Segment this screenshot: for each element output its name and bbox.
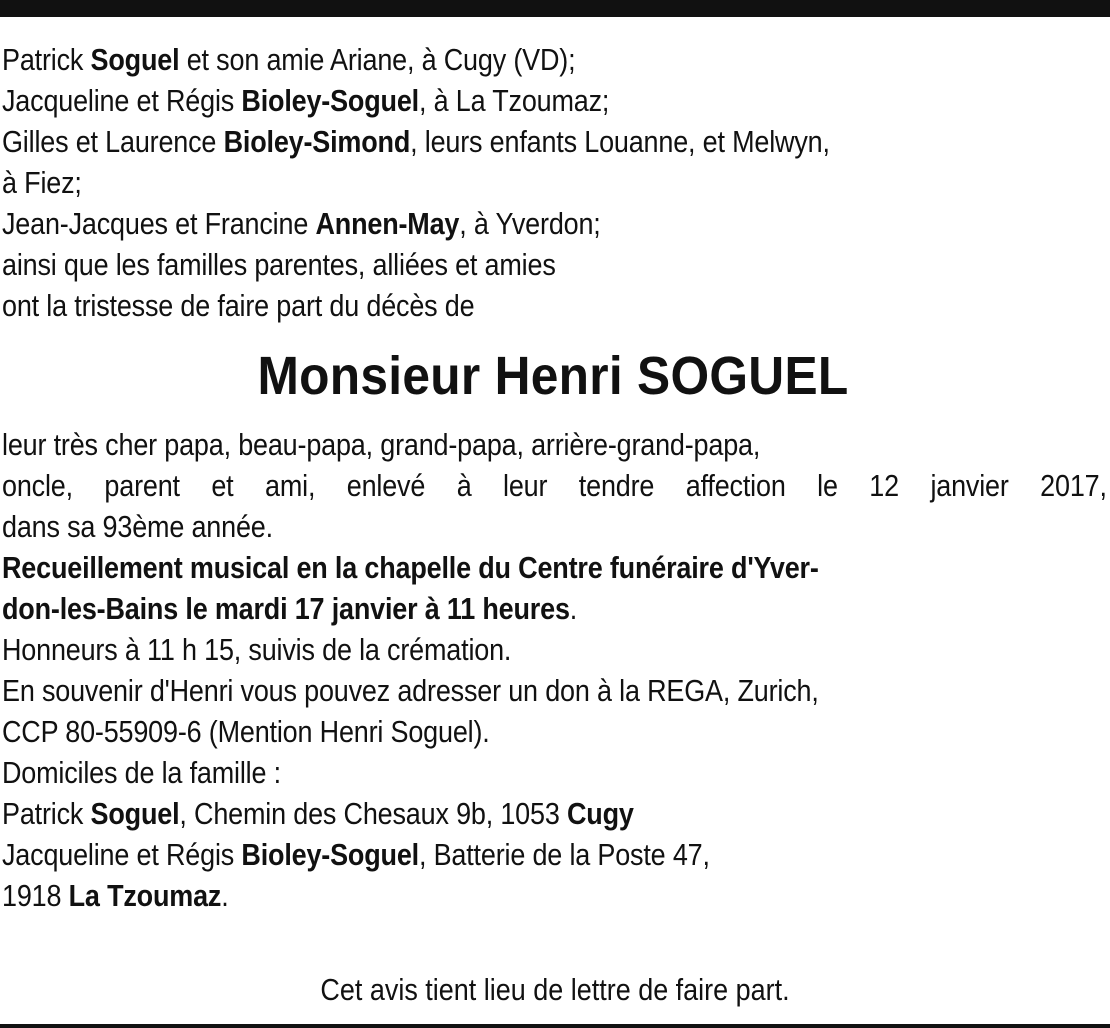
family-line: Jean-Jacques et Francine Annen-May, à Yverdon;: [2, 206, 601, 241]
justified-word: oncle,: [2, 468, 73, 503]
family-line: Patrick Soguel et son amie Ariane, à Cugy (VD);: [2, 42, 576, 77]
description-line: leur très cher papa, beau-papa, grand-papa, arrière-grand-papa,: [2, 427, 761, 462]
address-line: Patrick Soguel, Chemin des Chesaux 9b, 1053 Cugy: [2, 796, 634, 831]
justified-word: janvier: [930, 468, 1009, 503]
detail-line: Honneurs à 11 h 15, suivis de la crémation.: [2, 632, 512, 667]
detail-line: CCP 80-55909-6 (Mention Henri Soguel).: [2, 714, 490, 749]
justified-word: enlevé: [346, 468, 426, 503]
justified-word: tendre: [578, 468, 655, 503]
detail-line: En souvenir d'Henri vous pouvez adresser un don à la REGA, Zurich,: [2, 673, 819, 708]
ceremony-line: don-les-Bains le mardi 17 janvier à 11 heures.: [2, 591, 578, 626]
ceremony-line: Recueillement musical en la chapelle du Centre funéraire d'Yver-: [2, 550, 819, 585]
address-line: Jacqueline et Régis Bioley-Soguel, Batterie de la Poste 47,: [2, 837, 710, 872]
top-rule: [0, 0, 1110, 17]
detail-line: Domiciles de la famille :: [2, 755, 281, 790]
justified-word: ami,: [265, 468, 316, 503]
justified-word: 12: [869, 468, 899, 503]
closing-note: Cet avis tient lieu de lettre de faire part.: [320, 972, 790, 1007]
justified-word: affection: [685, 468, 786, 503]
obituary-notice: [2, 39, 1108, 916]
justified-word: leur: [503, 468, 548, 503]
family-line: ont la tristesse de faire part du décès de: [2, 288, 475, 323]
deceased-name-heading: Monsieur Henri SOGUEL: [257, 346, 849, 406]
justified-word: à: [456, 468, 472, 503]
description-line: dans sa 93ème année.: [2, 509, 273, 544]
justified-word: le: [817, 468, 838, 503]
justified-word: et: [211, 468, 234, 503]
family-line: Jacqueline et Régis Bioley-Soguel, à La Tzoumaz;: [2, 83, 610, 118]
family-line: ainsi que les familles parentes, alliées et amies: [2, 247, 556, 282]
description-line-justified: [2, 465, 1107, 506]
address-line: 1918 La Tzoumaz.: [2, 878, 229, 913]
family-line: à Fiez;: [2, 165, 82, 200]
justified-word: parent: [104, 468, 180, 503]
justified-word: 2017,: [1040, 468, 1107, 503]
family-line: Gilles et Laurence Bioley-Simond, leurs enfants Louanne, et Melwyn,: [2, 124, 830, 159]
bottom-rule: [0, 1024, 1110, 1028]
